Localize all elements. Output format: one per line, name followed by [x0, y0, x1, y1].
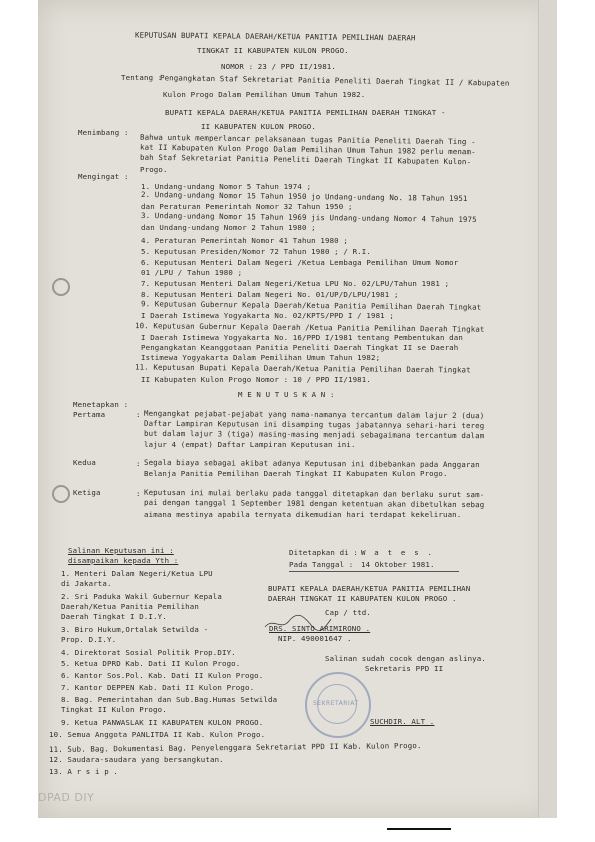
salinan-item: di Jakarta. [61, 579, 112, 588]
kedua-line: Belanja Panitia Pemilihan Daerah Tingkat II Kabupaten Kulon Progo. [144, 469, 448, 478]
salinan-item: 1. Menteri Dalam Negeri/Ketua LPU [61, 569, 213, 578]
mengingat-item: 9. Keputusan Gubernur Kepala Daerah/Ketua Panitia Pemilihan Daerah Tingkat [140, 299, 482, 312]
salinan-item: 10. Semua Anggota PANLITDA II Kab. Kulon Progo. [49, 730, 266, 739]
archive-watermark: DPAD DIY [38, 791, 95, 804]
mengingat-item: 4. Peraturan Pemerintah Nomor 41 Tahun 1980 ; [141, 236, 348, 245]
mengingat-item: Pengangkatan Keanggotaan Panitia Peneliti Daerah Tingkat II se Daerah [141, 343, 459, 352]
signatory-name: DRS. SINTO ARIMIRONO . [269, 624, 371, 633]
salinan-item: 4. Direktorat Sosial Politik Prop.DIY. [61, 648, 236, 657]
menetapkan-label: Menetapkan : [73, 400, 129, 409]
ketiga-line: aimana mestinya apabila ternyata dikemudian hari terdapat kekeliruan. [144, 510, 462, 519]
mengingat-item: 3. Undang-undang Nomor 15 Tahun 1969 jis Undang-undang Nomor 4 Tahun 1975 [140, 210, 477, 225]
header-line-4: BUPATI KEPALA DAERAH/KETUA PANITIA PEMILIHAN DAERAH TINGKAT - [165, 108, 446, 117]
place-label: Ditetapkan di : [289, 548, 358, 557]
mengingat-item: 01 /LPU / Tahun 1980 ; [141, 268, 243, 277]
signatory-office-2: DAERAH TINGKAT II KABUPATEN KULON PROGO . [268, 594, 457, 603]
salinan-title: Salinan Keputusan ini : [68, 546, 174, 555]
ketiga-label: Ketiga [73, 488, 101, 497]
colon-mark: : [136, 459, 141, 468]
place-value: W a t e s . [361, 548, 435, 557]
cap-ttd: Cap / ttd. [325, 608, 371, 617]
certification-note: Salinan sudah cocok dengan aslinya. [325, 654, 486, 663]
ketiga-line: Keputusan ini mulai berlaku pada tanggal ditetapkan dan berlaku surut sam- [143, 487, 485, 500]
salinan-item: 11. Sub. Bag. Dokumentasi Bag. Penyelenggara Sekretariat PPD II Kab. Kulon Progo. [48, 741, 422, 754]
salinan-item: 6. Kantor Sos.Pol. Kab. Dati II Kulon Progo. [61, 671, 264, 680]
menimbang-line: bah Staf Sekretariat Panitia Peneliti Daerah Tingkat II Kabupaten Kulon- [139, 152, 472, 167]
memutuskan-heading: M E N U T U S K A N : [238, 390, 335, 399]
footer-rule [387, 828, 451, 830]
mengingat-item: dan Peraturan Pemerintah Nomor 32 Tahun 1950 ; [141, 202, 353, 211]
menimbang-line: Bahwa untuk memperlancar pelaksanaan tugas Panitia Peneliti Daerah Ting - [139, 132, 476, 147]
menimbang-line: Progo. [140, 165, 168, 174]
tentang-line-2: Kulon Progo Dalam Pemilihan Umum Tahun 1982. [163, 90, 366, 99]
tentang-label: Tentang : [121, 73, 163, 82]
mengingat-item: Istimewa Yogyakarta Dalam Pemilihan Umum Tahun 1982; [141, 353, 381, 362]
pertama-line: lajur 4 (empat) Daftar Lampiran Keputusan ini. [144, 440, 356, 449]
header-line-1: KEPUTUSAN BUPATI KEPALA DAERAH/KETUA PANITIA PEMILIHAN DAERAH [134, 30, 416, 43]
menimbang-line: kat II Kabupaten Kulon Progo Dalam Pemilihan Umum Tahun 1982 perlu menam- [139, 142, 476, 157]
pertama-label: Pertama [73, 410, 106, 419]
salinan-subtitle: disampaikan kepada Yth : [68, 556, 179, 565]
pertama-line: Daftar Lampiran Keputusan ini disamping tugas jabatannya sehari-hari tereg [143, 418, 485, 431]
stamp-label: SEKRETARIAT [313, 700, 359, 707]
mengingat-item: 2. Undang-undang Nomor 15 Tahun 1950 jo Undang-undang No. 18 Tahun 1951 [140, 190, 468, 203]
mengingat-label: Mengingat : [78, 172, 129, 181]
salinan-item: Tingkat II Kulon Progo. [61, 705, 167, 714]
certification-role: Sekretaris PPD II [365, 664, 444, 673]
signature-divider [289, 571, 459, 572]
menimbang-label: Menimbang : [78, 128, 129, 137]
mengingat-item: 1. Undang-undang Nomor 5 Tahun 1974 ; [141, 182, 312, 191]
mengingat-item: I Daerah Istimewa Yogyakarta No. 16/PPD I/1981 tentang Pembentukan dan [141, 333, 463, 342]
mengingat-item: I Daerah Istimewa Yogyakarta No. 02/KPTS/PPD I / 1981 ; [141, 311, 394, 320]
salinan-item: Daerah/Ketua Panitia Pemilihan [61, 602, 199, 611]
mengingat-item: 11. Keputusan Bupati Kepala Daerah/Ketua Panitia Pemilihan Daerah Tingkat [134, 362, 471, 375]
secretary-name: SUCHDIR. ALT . [370, 717, 435, 726]
decree-number: NOMOR : 23 / PPD II/1981. [221, 62, 336, 71]
kedua-line: Segala biaya sebagai akibat adanya Keputusan ini dibebankan pada Anggaran [143, 457, 480, 470]
salinan-item: Daerah Tingkat I D.I.Y. [61, 612, 167, 621]
date-value: 14 Oktober 1981. [361, 560, 435, 569]
date-label: Pada Tanggal : [289, 560, 354, 569]
tentang-line-1: Pengangkatan Staf Sekretariat Panitia Peneliti Daerah Tingkat II / Kabupaten [159, 73, 510, 88]
mengingat-item: 10. Keputusan Gubernur Kepala Daerah /Ketua Panitia Pemilihan Daerah Tingkat [134, 321, 485, 334]
salinan-item: 5. Ketua DPRD Kab. Dati II Kulon Progo. [61, 659, 241, 668]
mengingat-item: 5. Keputusan Presiden/Nomor 72 Tahun 1980 ; / R.I. [141, 247, 371, 256]
pertama-line: Mengangkat pejabat-pejabat yang nama-namanya tercantum dalam lajur 2 (dua) [143, 408, 485, 421]
colon-mark: : [136, 489, 141, 498]
salinan-item: 2. Sri Paduka Wakil Gubernur Kepala [61, 592, 222, 601]
signatory-office-1: BUPATI KEPALA DAERAH/KETUA PANITIA PEMILIHAN [268, 584, 471, 593]
salinan-item: 7. Kantor DEPPEN Kab. Dati II Kulon Progo. [61, 683, 255, 692]
kedua-label: Kedua [73, 458, 96, 467]
colon-mark: : [136, 410, 141, 419]
mengingat-item: 6. Keputusan Menteri Dalam Negeri /Ketua Lembaga Pemilihan Umum Nomor [141, 258, 459, 267]
mengingat-item: II Kabupaten Kulon Progo Nomor : 10 / PPD II/1981. [141, 375, 371, 384]
mengingat-item: 7. Keputusan Menteri Dalam Negeri/Ketua LPU No. 02/LPU/Tahun 1981 ; [141, 279, 450, 288]
mengingat-item: 8. Keputusan Menteri Dalam Negeri No. 01/UP/D/LPU/1981 ; [141, 290, 399, 299]
header-line-5: II KABUPATEN KULON PROGO. [201, 122, 316, 131]
signatory-nip: NIP. 490001647 . [278, 634, 352, 643]
salinan-item: Prop. D.I.Y. [61, 635, 117, 644]
salinan-item: 12. Saudara-saudara yang bersangkutan. [49, 755, 224, 764]
salinan-item: 3. Biro Hukum,Ortalak Setwilda - [61, 625, 209, 634]
official-stamp [305, 672, 371, 738]
salinan-item: 13. A r s i p . [49, 767, 118, 776]
ketiga-line: pai dengan tanggal 1 September 1981 dengan ketentuan akan dibetulkan sebag [143, 497, 485, 510]
header-line-2: TINGKAT II KABUPATEN KULON PROGO. [197, 46, 349, 55]
mengingat-item: dan Undang-undang Nomor 2 Tahun 1980 ; [141, 223, 316, 232]
salinan-item: 9. Ketua PANWASLAK II KABUPATEN KULON PROGO. [61, 718, 264, 727]
pertama-line: but dalam lajur 3 (tiga) masing-masing menjadi sebagaimana tercantum dalam [143, 428, 485, 441]
salinan-item: 8. Bag. Pemerintahan dan Sub.Bag.Humas Setwilda [61, 695, 278, 704]
